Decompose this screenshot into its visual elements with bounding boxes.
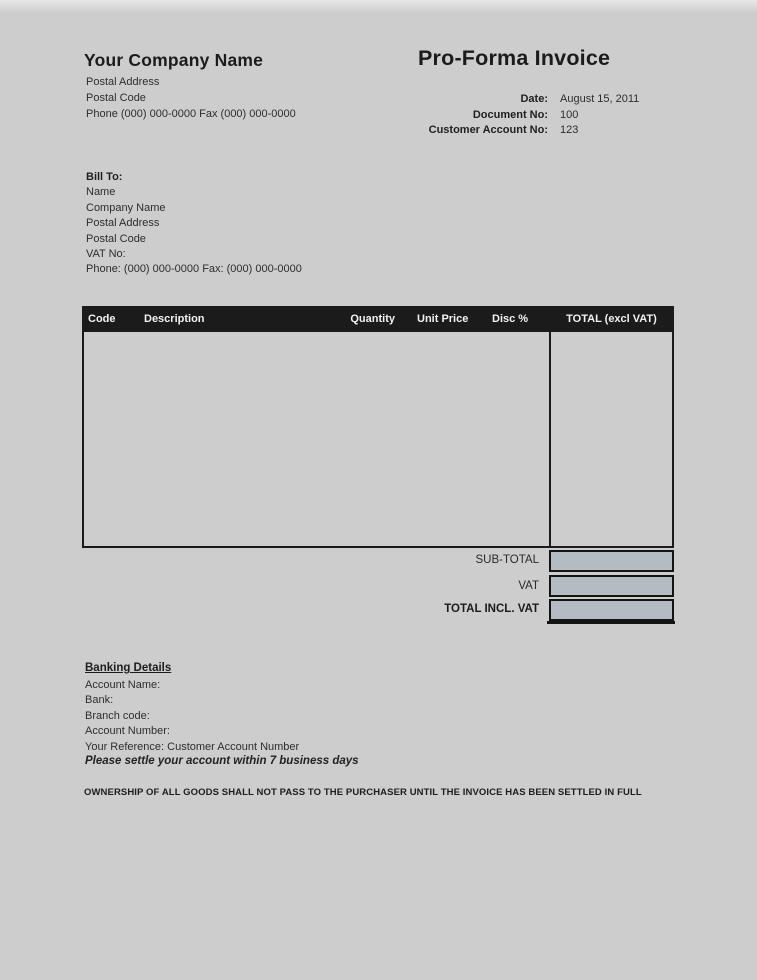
bill-to-postal-address: Postal Address [86,217,160,230]
document-title: Pro-Forma Invoice [418,46,611,70]
subtotal-value-box [549,550,674,572]
date-value: August 15, 2011 [560,93,640,105]
meta-row-customer-account-no [350,124,680,140]
settlement-terms-note: Please settle your account within 7 business days [85,755,359,767]
page-top-edge [0,0,757,13]
meta-row-document-no [350,109,680,125]
company-name: Your Company Name [84,50,264,70]
vat-value-box [549,575,674,597]
customer-account-no-value: 123 [560,124,579,137]
total-incl-vat-value-box [549,599,674,621]
column-header-disc-percent: Disc % [492,313,529,325]
total-column-divider [549,332,551,546]
bill-to-section [86,170,302,278]
total-incl-vat-label: TOTAL INCL. VAT [444,603,539,615]
banking-account-number: Account Number: [85,725,170,738]
subtotal-label: SUB-TOTAL [475,554,539,566]
column-header-description: Description [144,313,205,325]
column-header-total-excl-vat: TOTAL (excl VAT) [566,313,657,325]
banking-bank: Bank: [85,694,114,707]
banking-account-name: Account Name: [85,679,161,691]
company-address-block [86,74,296,122]
banking-details-heading: Banking Details [85,662,172,674]
line-items-table [82,306,674,548]
table-header-row [82,306,674,332]
vat-label: VAT [518,580,539,592]
bill-to-phone-fax: Phone: (000) 000-0000 Fax: (000) 000-0000 [86,263,302,276]
column-header-quantity: Quantity [350,313,395,325]
company-postal-address: Postal Address [86,76,160,88]
banking-branch-code: Branch code: [85,709,150,722]
bill-to-company-name: Company Name [86,201,166,214]
column-header-unit-price: Unit Price [417,313,469,325]
banking-details-block [85,678,299,755]
meta-row-date [350,93,680,109]
column-header-code: Code [88,313,116,325]
ownership-disclaimer: OWNERSHIP OF ALL GOODS SHALL NOT PASS TO THE PURCHASER UNTIL THE INVOICE HAS BEEN SETTLED IN FULL [84,787,642,798]
bill-to-name: Name [86,186,116,199]
line-items-body [82,332,674,548]
company-postal-code: Postal Code [86,92,146,104]
invoice-meta [350,93,680,140]
document-no-value: 100 [560,108,579,121]
banking-your-reference: Your Reference: Customer Account Number [85,740,300,753]
bill-to-vat-no: VAT No: [86,248,126,261]
bill-to-postal-code: Postal Code [86,232,146,245]
date-label: Date: [520,93,548,105]
customer-account-no-label: Customer Account No: [428,124,548,137]
company-phone-fax: Phone (000) 000-0000 Fax (000) 000-0000 [86,108,296,120]
document-no-label: Document No: [472,108,548,121]
bill-to-heading: Bill To: [86,171,123,183]
totals-bottom-rule [547,621,675,624]
